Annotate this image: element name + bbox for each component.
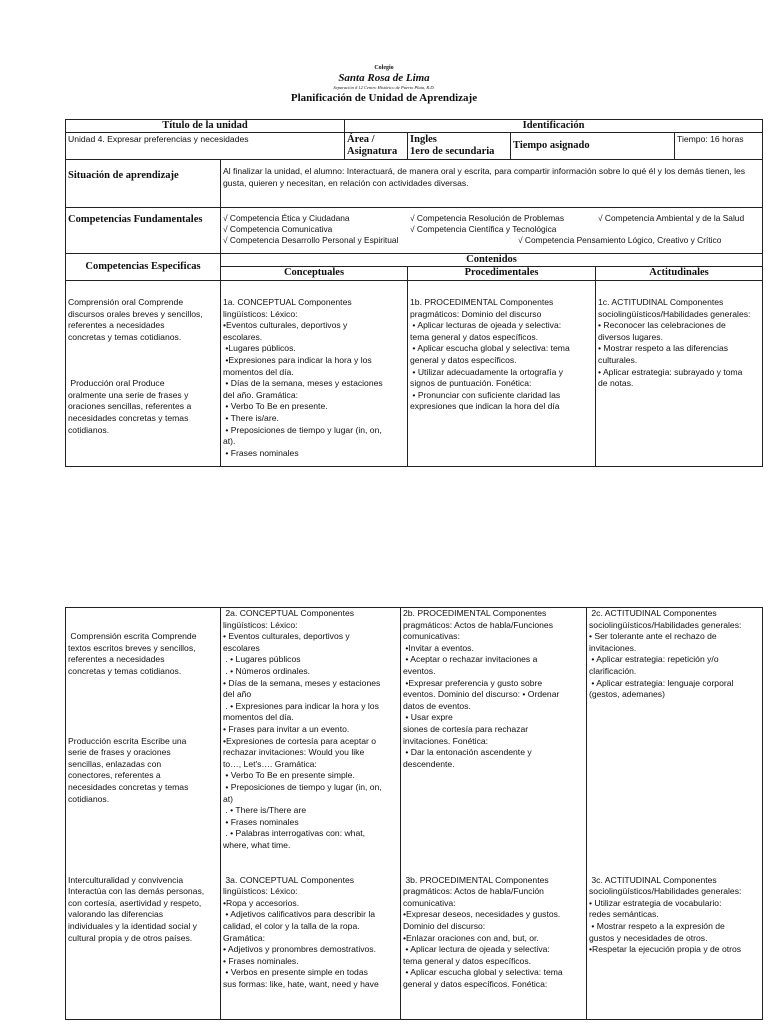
actitudinal-line: gustos y necesidades de otros.	[589, 932, 708, 943]
competencia-pensamiento: √ Competencia Pensamiento Lógico, Creativo y Crítico	[518, 235, 722, 245]
actitudinal-line: (gestos, ademanes)	[589, 689, 665, 700]
procedimental-line: pragmáticos: Dominio del discurso	[410, 308, 542, 319]
competencias-especificas-cell	[66, 281, 221, 467]
conceptual-line: • Frases nominales	[223, 447, 299, 458]
conceptuales-cell	[221, 281, 408, 467]
conceptual-line: momentos del día.	[223, 712, 294, 723]
conceptual-line: • Verbos en presente simple en todas	[223, 967, 368, 978]
competencia-especifica-line: serie de frases y oraciones	[68, 747, 171, 758]
competencia-problemas: √ Competencia Resolución de Problemas	[410, 213, 565, 223]
competencia-especifica-line	[68, 367, 218, 379]
conceptual-line: • Frases nominales.	[223, 955, 299, 966]
procedimental-line: • Pronunciar con suficiente claridad las	[410, 389, 561, 400]
procedimentales-cell	[408, 281, 596, 467]
procedimentales-header: Procedimentales	[408, 267, 596, 281]
conceptual-line	[223, 851, 398, 863]
conceptual-line: at)	[223, 793, 234, 804]
actitudinales-cell	[596, 281, 763, 467]
actitudinal-line: • Ser tolerante ante el rechazo de	[589, 631, 717, 642]
competencia-etica: √ Competencia Ética y Ciudadana	[223, 213, 350, 223]
conceptual-line: . • Expresiones para indicar la hora y los	[223, 700, 379, 711]
situacion-label: Situación de aprendizaje	[66, 160, 221, 208]
conceptual-line: • Días de la semana, meses y estaciones	[223, 378, 383, 389]
procedimental-line: • Utilizar adecuadamente la ortografía y	[410, 366, 564, 377]
procedimental-line: • Dar la entonación ascendente y	[403, 747, 532, 758]
conceptual-line: • Verbo To Be en presente simple.	[223, 770, 355, 781]
procedimental-line: tema general y datos específicos.	[410, 331, 539, 342]
competencia-especifica-line: conectores, referentes a	[68, 770, 161, 781]
actitudinal-line: redes semánticas.	[589, 909, 659, 920]
procedimental-line: siones de cortesía para rechazar	[403, 723, 529, 734]
competencia-desarrollo: √ Competencia Desarrollo Personal y Espiritual	[223, 235, 399, 245]
procedimental-line: signos de puntuación. Fonética:	[410, 378, 532, 389]
conceptual-line	[223, 863, 398, 875]
conceptual-line: • Frases nominales	[223, 816, 299, 827]
procedimental-line: • Usar expre	[403, 712, 453, 723]
school-name: Santa Rosa de Lima	[338, 72, 430, 84]
conceptual-line: 2a. CONCEPTUAL Componentes	[223, 608, 355, 618]
actitudinal-line: clarificación.	[589, 665, 637, 676]
competencia-especifica-line: discursos orales breves y sencillos,	[68, 308, 203, 319]
procedimental-line: • Aplicar escucha global y selectiva: tema	[410, 343, 570, 354]
actitudinal-line	[589, 736, 760, 748]
competencia-especifica-line: referentes a necesidades	[68, 654, 165, 665]
conceptual-line: 3a. CONCEPTUAL Componentes	[223, 874, 355, 885]
actitudinal-line	[589, 863, 760, 875]
conceptual-line: Gramática:	[223, 932, 266, 943]
procedimental-line: Dominio del discurso:	[403, 921, 486, 932]
conceptual-line: lingüísticos: Léxico:	[223, 886, 298, 897]
conceptual-line: • Eventos culturales, deportivos y	[223, 631, 350, 642]
procedimental-line: tema general y datos específicos.	[403, 955, 532, 966]
procedimental-line: • Aplicar lecturas de ojeada y selectiva:	[410, 320, 562, 331]
procedimental-line: 2b. PROCEDIMENTAL Componentes	[403, 608, 547, 618]
procedimental-line	[403, 817, 584, 829]
actitudinal-line	[589, 782, 760, 794]
competencias-fundamentales-label: Competencias Fundamentales	[66, 208, 221, 254]
competencia-especifica-line	[68, 678, 218, 690]
procedimental-line: 3b. PROCEDIMENTAL Componentes	[403, 874, 549, 885]
competencias-especificas-cell-2	[66, 608, 221, 1020]
competencia-especifica-line	[68, 701, 218, 713]
procedimental-line	[403, 794, 584, 806]
competencia-especifica-line: cotidianos.	[68, 793, 110, 804]
conceptual-line: rechazar invitaciones: Would you like	[223, 747, 365, 758]
procedimental-line: comunicativa:	[403, 897, 456, 908]
actitudinal-line: • Aplicar estrategia: repetición y/o	[589, 654, 719, 665]
conceptual-line: . • Lugares públicos	[223, 654, 301, 665]
competencia-especifica-line	[68, 863, 218, 875]
procedimental-line: • Aplicar lectura de ojeada y selectiva:	[403, 944, 550, 955]
actitudinal-line	[589, 794, 760, 806]
area-value: Ingles 1ero de secundaria	[408, 133, 511, 160]
procedimental-line	[403, 828, 584, 840]
procedimental-line	[403, 782, 584, 794]
procedimental-line	[403, 851, 584, 863]
competencia-comunicativa: √ Competencia Comunicativa	[223, 224, 333, 234]
titulo-unidad-header: Título de la unidad	[66, 120, 345, 133]
competencia-especifica-line	[68, 828, 218, 840]
actitudinal-line	[589, 805, 760, 817]
procedimental-line: • Aplicar escucha global y selectiva: tema	[403, 967, 563, 978]
conceptual-line: • Preposiciones de tiempo y lugar (in, on,	[223, 781, 382, 792]
situacion-text: Al finalizar la unidad, el alumno: Interactuará, de manera oral y escrita, para compartir información sobre lo qué él y los demás tienen, les gusta, quieren y necesitan, en relación con actividades diversas.	[221, 160, 763, 208]
competencia-especifica-line: Comprensión escrita Comprende	[68, 631, 197, 642]
competencias-fundamentales-list	[221, 208, 763, 254]
actitudinal-line: de notas.	[598, 378, 634, 389]
procedimental-line: datos de eventos.	[403, 700, 471, 711]
competencia-especifica-line: oralmente una serie de frases y	[68, 389, 189, 400]
competencia-especifica-line	[68, 343, 218, 355]
conceptual-line: • Días de la semana, meses y estaciones	[223, 677, 381, 688]
procedimental-line: invitaciones. Fonética:	[403, 735, 489, 746]
actitudinal-line	[589, 817, 760, 829]
competencia-especifica-line	[68, 608, 218, 620]
competencia-especifica-line: sencillas, enlazadas con	[68, 758, 162, 769]
actitudinal-line	[589, 724, 760, 736]
competencia-especifica-line	[68, 840, 218, 852]
actitudinal-line: culturales.	[598, 354, 638, 365]
competencia-especifica-line: Interactúa con las demás personas,	[68, 886, 205, 897]
colegio-label: Colegio	[374, 65, 394, 71]
tiempo-value: Tiempo: 16 horas	[675, 133, 763, 160]
conceptual-line: • There is/are.	[223, 412, 279, 423]
actitudinal-line: invitaciones.	[589, 642, 637, 653]
competencia-especifica-line	[68, 712, 218, 724]
planning-table-page1	[65, 119, 763, 467]
conceptual-line: at).	[223, 436, 236, 447]
actitudinal-line: 2c. ACTITUDINAL Componentes	[589, 608, 717, 618]
school-address: Separación # 12 Centro Histórico de Puerto Plata, R.D.	[333, 85, 435, 90]
actitudinal-line: • Mostrar respeto a las diferencias	[598, 343, 729, 354]
procedimental-line: •Invitar a eventos.	[403, 642, 474, 653]
procedimental-line: •Expresar deseos, necesidades y gustos.	[403, 909, 561, 920]
procedimental-line: •Expresar preferencia y gusto sobre	[403, 677, 543, 688]
conceptual-line: •Ropa y accesorios.	[223, 897, 300, 908]
actitudinal-line	[589, 747, 760, 759]
procedimental-line	[403, 840, 584, 852]
actitudinales-header: Actitudinales	[596, 267, 763, 281]
procedimental-line	[403, 805, 584, 817]
actitudinal-line	[589, 770, 760, 782]
actitudinal-line: diversos lugares.	[598, 331, 663, 342]
conceptual-line: • Verbo To Be en presente.	[223, 401, 328, 412]
competencia-especifica-line	[68, 689, 218, 701]
competencia-especifica-line: textos escritos breves y sencillos,	[68, 642, 196, 653]
competencia-especifica-line: Interculturalidad y convivencia	[68, 874, 184, 885]
conceptual-line: 1a. CONCEPTUAL Componentes	[223, 297, 352, 307]
competencia-especifica-line: cotidianos.	[68, 424, 110, 435]
actitudinal-line: • Aplicar estrategia: lenguaje corporal	[589, 677, 734, 688]
procedimental-line: general y datos específicos.	[410, 354, 517, 365]
conceptual-line: • Preposiciones de tiempo y lugar (in, on,	[223, 424, 382, 435]
conceptual-line: •Lugares públicos.	[223, 343, 296, 354]
actitudinal-line: •Respetar la ejecución propia y de otros	[589, 944, 742, 955]
conceptual-line: •Expresiones para indicar la hora y los	[223, 354, 372, 365]
conceptual-line: •Expresiones de cortesía para aceptar o	[223, 735, 377, 746]
procedimentales-cell-2	[401, 608, 587, 1020]
procedimental-line: descendente.	[403, 758, 455, 769]
conceptual-line: escolares	[223, 642, 260, 653]
document-title: Planificación de Unidad de Aprendizaje	[290, 92, 478, 104]
procedimental-line: 1b. PROCEDIMENTAL Componentes	[410, 297, 554, 307]
actitudinal-line: 1c. ACTITUDINAL Componentes	[598, 297, 724, 307]
competencia-especifica-line: Producción escrita Escribe una	[68, 735, 187, 746]
actitudinal-line	[589, 712, 760, 724]
competencia-especifica-line	[68, 620, 218, 632]
competencia-ambiental: √ Competencia Ambiental y de la Salud	[598, 213, 745, 223]
contenidos-header: Contenidos	[221, 254, 763, 267]
competencia-especifica-line: cultural propia y de otros países.	[68, 932, 193, 943]
actitudinal-line: 3c. ACTITUDINAL Componentes	[589, 874, 717, 885]
competencia-especifica-line: individuales y la identidad social y	[68, 921, 197, 932]
competencia-especifica-line: Comprensión oral Comprende	[68, 297, 184, 307]
actitudinales-cell-2	[587, 608, 763, 1020]
procedimental-line: eventos.	[403, 665, 436, 676]
procedimental-line: pragmáticos: Actos de habla/Función	[403, 886, 544, 897]
actitudinal-line: sociolingüísticos/Habilidades generales:	[589, 886, 742, 897]
conceptual-line: • Adjetivos y pronombres demostrativos.	[223, 944, 376, 955]
conceptual-line: calidad, el color y la talla de la ropa.	[223, 921, 360, 932]
procedimental-line	[403, 863, 584, 875]
competencia-especifica-line: con cortesía, asertividad y respeto,	[68, 897, 202, 908]
competencia-especifica-line: necesidades concretas y temas	[68, 781, 189, 792]
actitudinal-line: sociolingüísticos/Habilidades generales:	[589, 619, 742, 630]
procedimental-line	[403, 770, 584, 782]
conceptuales-header: Conceptuales	[221, 267, 408, 281]
competencia-especifica-line	[68, 851, 218, 863]
conceptual-line: momentos del día.	[223, 366, 294, 377]
conceptual-line: sus formas: like, hate, want, need y have	[223, 979, 379, 989]
competencia-especifica-line: valorando las diferencias	[68, 909, 164, 920]
procedimental-line: •Enlazar oraciones con and, but, or.	[403, 932, 539, 943]
competencia-especifica-line: oraciones sencillas, referentes a	[68, 401, 192, 412]
procedimental-line: comunicativas:	[403, 631, 460, 642]
competencia-especifica-line: concretas y temas cotidianos.	[68, 665, 182, 676]
procedimental-line: general y datos específicos. Fonética:	[403, 979, 548, 989]
competencia-especifica-line: Producción oral Produce	[68, 378, 165, 389]
actitudinal-line: • Reconocer las celebraciones de	[598, 320, 726, 331]
conceptual-line: • Adjetivos calificativos para describir la	[223, 909, 376, 920]
procedimental-line: pragmáticos: Actos de habla/Funciones	[403, 619, 554, 630]
actitudinal-line	[589, 851, 760, 863]
conceptual-line: . • Palabras interrogativas con: what,	[223, 828, 366, 839]
conceptual-line: lingüísticos: Léxico:	[223, 308, 298, 319]
procedimental-line: expresiones que indican la hora del día	[410, 401, 560, 412]
conceptual-line: del año. Gramática:	[223, 389, 298, 400]
competencia-especifica-line: necesidades concretas y temas	[68, 412, 189, 423]
area-label: Área / Asignatura	[345, 133, 408, 160]
actitudinal-line: • Utilizar estrategia de vocabulario:	[589, 897, 722, 908]
actitudinal-line: • Mostrar respeto a la expresión de	[589, 921, 725, 932]
conceptual-line: . • There is/There are	[223, 805, 307, 816]
conceptual-line: • Frases para invitar a un evento.	[223, 723, 350, 734]
actitudinal-line	[589, 828, 760, 840]
conceptual-line: •Eventos culturales, deportivos y	[223, 320, 348, 331]
competencia-especifica-line: concretas y temas cotidianos.	[68, 331, 182, 342]
conceptual-line: del año	[223, 689, 252, 700]
identificacion-header: Identificación	[345, 120, 763, 133]
conceptual-line: where, what time.	[223, 839, 291, 850]
competencia-especifica-line	[68, 817, 218, 829]
competencia-especifica-line	[68, 724, 218, 736]
actitudinal-line	[589, 840, 760, 852]
competencia-especifica-line	[68, 355, 218, 367]
competencias-especificas-label: Competencias Especificas	[66, 254, 221, 281]
competencia-especifica-line: referentes a necesidades	[68, 320, 165, 331]
competencia-cientifica: √ Competencia Científica y Tecnológica	[410, 224, 557, 234]
actitudinal-line	[589, 759, 760, 771]
procedimental-line: eventos. Dominio del discurso: • Ordenar	[403, 689, 560, 700]
conceptual-line: to…, Let's…. Gramática:	[223, 758, 317, 769]
planning-table-page2	[65, 607, 763, 1020]
competencia-especifica-line	[68, 805, 218, 817]
conceptual-line: . • Números ordinales.	[223, 665, 311, 676]
actitudinal-line	[589, 701, 760, 713]
conceptuales-cell-2	[221, 608, 401, 1020]
procedimental-line: • Aceptar o rechazar invitaciones a	[403, 654, 538, 665]
unit-title: Unidad 4. Expresar preferencias y necesidades	[66, 133, 345, 160]
actitudinal-line: sociolingüísticos/Habilidades generales:	[598, 308, 751, 319]
tiempo-label: Tiempo asignado	[511, 133, 675, 160]
actitudinal-line: • Aplicar estrategia: subrayado y toma	[598, 366, 743, 377]
conceptual-line: lingüísticos: Léxico:	[223, 619, 298, 630]
conceptual-line: escolares.	[223, 331, 263, 342]
